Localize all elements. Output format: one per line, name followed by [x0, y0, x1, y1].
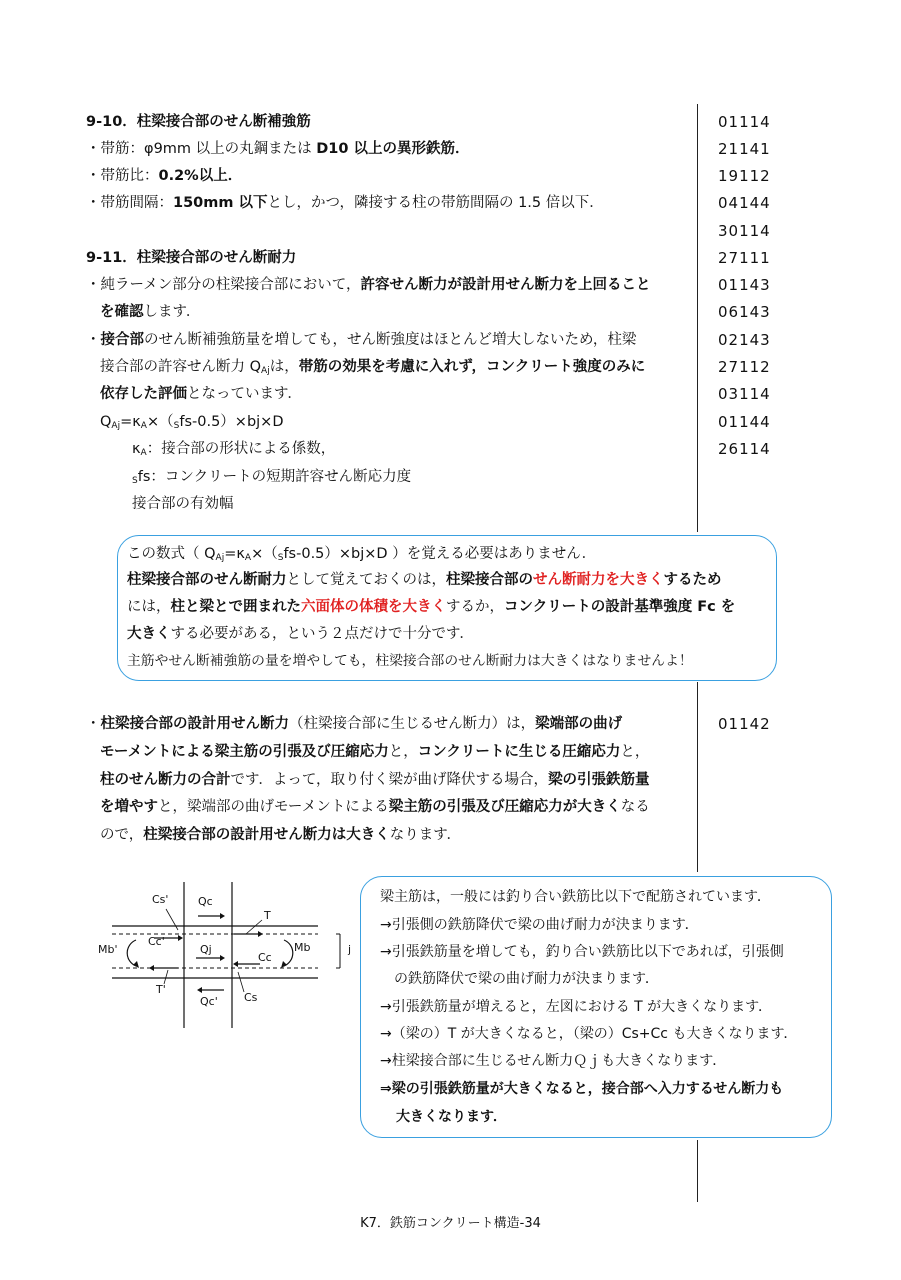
hoop-ratio-line: ・帯筋比：0.2%以上．	[86, 168, 243, 184]
formula: $Q_{Aj}=\kappa_A\times(_Sfs-0.5)\times bj\times D$	[100, 414, 284, 431]
formula-definition: $\kappa_A$：接合部の形状による係数，	[132, 441, 336, 458]
label-mb-prime: Mb'	[98, 943, 118, 956]
formula-definition: $_S$fs：コンクリートの短期許容せん断応力度	[132, 469, 412, 486]
paragraph-line: を増やすと，梁端部の曲げモーメントによる梁主筋の引張及び圧縮応力が大きくなる	[100, 799, 650, 815]
code-item: 03114	[718, 385, 771, 403]
note-line: 柱梁接合部のせん断耐力として覚えておくのは，柱梁接合部のせん断耐力を大きくするため	[127, 572, 722, 588]
joint-diagram-lines	[98, 880, 368, 1035]
column-divider-bottom	[697, 1140, 698, 1202]
code-item: 01142	[718, 715, 771, 733]
hoop-spec-line: ・帯筋：φ9mm 以上の丸鋼または D10 以上の異形鉄筋．	[86, 141, 470, 157]
note-line: 大きくする必要がある，という２点だけで十分です．	[127, 626, 474, 642]
code-item: 01114	[718, 113, 771, 131]
label-j: j	[348, 943, 352, 956]
code-item: 27111	[718, 249, 771, 267]
note-line: ⇒梁の引張鉄筋量が大きくなると，接合部へ入力するせん断力も	[380, 1081, 784, 1097]
page-footer: K7．鉄筋コンクリート構造-34	[360, 1216, 541, 1231]
label-mb: Mb	[294, 941, 311, 954]
label-t-prime: T'	[156, 983, 166, 996]
paragraph-line: ・純ラーメン部分の柱梁接合部において，許容せん断力が設計用せん断力を上回ること	[86, 277, 651, 293]
column-divider-middle	[697, 682, 698, 872]
note-line: →引張鉄筋量が増えると，左図における T が大きくなります．	[380, 999, 773, 1015]
section-title-9-10: 9-10．柱梁接合部のせん断補強筋	[86, 114, 311, 130]
code-item: 06143	[718, 303, 771, 321]
label-t: T	[264, 909, 271, 922]
label-cc-prime: Cc'	[148, 935, 165, 948]
code-item: 01144	[718, 413, 771, 431]
code-item: 30114	[718, 222, 771, 240]
note-line: →引張鉄筋量を増しても，釣り合い鉄筋比以下であれば，引張側	[380, 944, 784, 960]
code-item: 26114	[718, 440, 771, 458]
label-qc: Qc	[198, 895, 213, 908]
note-line: 梁主筋は，一般には釣り合い鉄筋比以下で配筋されています．	[380, 889, 771, 905]
note-line: 大きくなります．	[396, 1109, 507, 1125]
label-qj: Qj	[200, 943, 212, 956]
column-divider-top	[697, 104, 698, 532]
label-cs: Cs	[244, 991, 258, 1004]
note-line: の鉄筋降伏で梁の曲げ耐力が決まります．	[394, 971, 659, 987]
code-item: 21141	[718, 140, 771, 158]
paragraph-line: ・接合部のせん断補強筋量を増しても，せん断強度はほとんど増大しないため，柱梁	[86, 332, 637, 348]
paragraph-line: 接合部の許容せん断力 $Q_{Aj}$は，帯筋の効果を考慮に入れず，コンクリート強度のみに	[100, 359, 646, 376]
joint-force-diagram	[98, 880, 368, 1035]
code-item: 19112	[718, 167, 771, 185]
paragraph-line: 柱のせん断力の合計です．よって，取り付く梁が曲げ降伏する場合，梁の引張鉄筋量	[100, 772, 650, 788]
note-line: →（梁の）T が大きくなると，（梁の）Cs+Cc も大きくなります．	[380, 1026, 798, 1042]
note-line: には，柱と梁とで囲まれた六面体の体積を大きくするか，コンクリートの設計基準強度 Fc を	[127, 599, 736, 615]
paragraph-line: ・柱梁接合部の設計用せん断力（柱梁接合部に生じるせん断力）は，梁端部の曲げ	[86, 716, 623, 732]
paragraph-line: 依存した評価となっています．	[100, 386, 302, 402]
label-cc: Cc	[258, 951, 272, 964]
note-line: この数式（ $Q_{Aj}=\kappa_A\times(_Sfs-0.5)\times bj\times D$ ）を覚える必要はありません．	[127, 546, 597, 563]
formula-definition: 接合部の有効幅	[132, 496, 234, 512]
label-cs-prime: Cs'	[152, 893, 169, 906]
note-line: →引張側の鉄筋降伏で梁の曲げ耐力が決まります．	[380, 917, 699, 933]
note-line: 主筋やせん断補強筋の量を増やしても，柱梁接合部のせん断耐力は大きくはなりませんよ！	[127, 653, 693, 669]
code-item: 01143	[718, 276, 771, 294]
paragraph-line: モーメントによる梁主筋の引張及び圧縮応力と，コンクリートに生じる圧縮応力と，	[100, 744, 650, 760]
section-title-9-11: 9-11．柱梁接合部のせん断耐力	[86, 250, 297, 266]
code-item: 04144	[718, 194, 771, 212]
label-qc-prime: Qc'	[200, 995, 218, 1008]
note-line: →柱梁接合部に生じるせん断力Ｑｊも大きくなります．	[380, 1053, 727, 1069]
hoop-spacing-line: ・帯筋間隔：150mm 以下とし，かつ，隣接する柱の帯筋間隔の 1.5 倍以下．	[86, 195, 604, 211]
paragraph-line: ので，柱梁接合部の設計用せん断力は大きくなります．	[100, 827, 462, 843]
code-item: 02143	[718, 331, 771, 349]
code-item: 27112	[718, 358, 771, 376]
paragraph-line: を確認します．	[100, 304, 201, 320]
